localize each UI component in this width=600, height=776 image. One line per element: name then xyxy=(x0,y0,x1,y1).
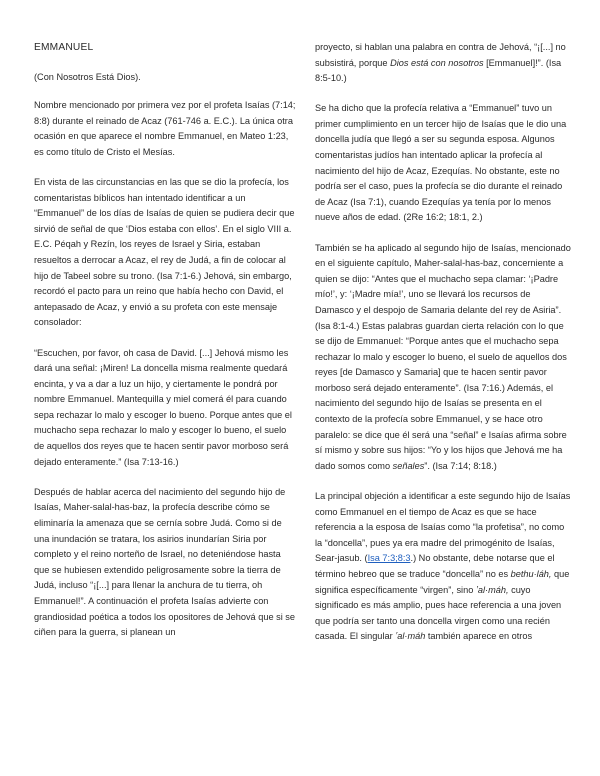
right-paragraph-2: Se ha dicho que la profecía relativa a “Emmanuel” tuvo un primer cumplimiento en un tercer hijo de Isaías que le dio una doncella judía que llegó a ser su segunda esposa. Algunos comentaristas judíos han intentado aplicar la profecía al nacimiento del hijo de Acaz, Ezequías. No obstante, este no podría ser el caso, pues la profecía se dio durante el reinado de Acaz (Isa 7:1), cuando Ezequías ya tenía por lo menos nueve años de edad. (2Re 16:2; 18:1, 2.) xyxy=(315,103,567,223)
right-paragraph-1: proyecto, si hablan una palabra en contra de Jehová, “¡[...] no subsistirá, porque Dios está con nosotros [Emmanuel]!”. (Isa 8:5-10.) xyxy=(315,42,566,84)
left-paragraph-1: Nombre mencionado por primera vez por el profeta Isaías (7:14; 8:8) durante el reinado de Acaz (761-746 a. E.C.). La única otra ocasión en que aparece el nombre Emmanuel, en Mateo 1:23, es como título de Cristo el Mesías. xyxy=(34,100,296,157)
left-column xyxy=(34,40,296,655)
right-paragraph-3: También se ha aplicado al segundo hijo de Isaías, mencionado en el siguiente capítulo, Maher-salal-has-baz, concerniente a quien se dijo: “Antes que el muchacho sepa clamar: ‘¡Padre mío!’, y: ‘¡Madre mía!’, uno se llevará los recursos de Damasco y el despojo de Samaria delante del rey de Asiria”. (Isa 8:1-4.) Estas palabras guardan cierta relación con lo que se dijo de Emmanuel: “Porque antes que el muchacho sepa rechazar lo malo y escoger lo bueno, el suelo de aquellos dos reyes [de Damasco y Samaria] que te hacen sentir pavor morboso será dejado enteramente”. (Isa 7:16.) Además, el nacimiento del segundo hijo de Isaías se presenta en el contexto de la profecía sobre Emmanuel, y se hace otro paralelo: se dice que él será una “señal” e Isaías afirma sobre sí mismo y sobre sus hijos: “Yo y los hijos que Jehová me ha dado somos como señales”. (Isa 7:14; 8:18.) xyxy=(315,242,571,471)
scripture-reference-link[interactable]: Isa 7:3;8:3 xyxy=(367,553,411,564)
right-paragraph-4: La principal objeción a identificar a este segundo hijo de Isaías como Emmanuel en el tiempo de Acaz es que se hace referencia a la esposa de Isaías como “la profetisa”, no como la “doncella”, pues ya era madre del primogénito de Isaías, Sear-jasub. (Isa 7:3;8:3.) No obstante, debe notarse que el término hebreo que se traduce “doncella” no es bethu·láh, que significa específicamente “virgen”, sino ʽal·máh, cuyo significado es más amplio, pues hace referencia a una joven que podría ser tanto una doncella virgen como una recién casada. El singular ʽal·máh también aparece en otros xyxy=(315,490,571,642)
right-column xyxy=(315,40,571,659)
left-paragraph-4: Después de hablar acerca del nacimiento del segundo hijo de Isaías, Maher-salal-has-baz, la profecía describe cómo se eliminaría la amenaza que se cernía sobre Judá. Como si de una inundación se tratara, los asirios inundarían Siria por completo y el reino norteño de Israel, no deteniéndose hasta que se hubiesen extendido peligrosamente sobre la tierra de Judá, incluso “¡[...] para llenar la anchura de tu tierra, oh Emmanuel!”. A continuación el profeta Isaías advierte con grandiosidad poética a todos los opositores de Jehová que si se ciñen para la guerra, si planean un xyxy=(34,486,295,638)
left-paragraph-3: “Escuchen, por favor, oh casa de David. [...] Jehová mismo les dará una señal: ¡Miren! La doncella misma realmente quedará encinta, y va a dar a luz un hijo, y ciertamente le pondrá por nombre Emmanuel. Mantequilla y miel comerá él para cuando sepa rechazar lo malo y escoger lo bueno. Porque antes que el muchacho sepa rechazar lo malo y escoger lo bueno, el suelo de aquellos dos reyes que te hacen sentir pavor morboso será dejado enteramente.” (Isa 7:13-16.) xyxy=(34,347,292,467)
left-paragraph-2: En vista de las circunstancias en las que se dio la profecía, los comentaristas bíblicos han intentado identificar a un “Emmanuel” de los días de Isaías de quien se pudiera decir que sirvió de señal de que ‘Dios estaba con ellos’. En el siglo VIII a. E.C. Péqah y Rezín, los reyes de Israel y Siria, estaban resueltos a derrocar a Acaz, el rey de Judá, a fin de colocar al hijo de Tabeel sobre su trono. (Isa 7:1-6.) Jehová, sin embargo, recordó el pacto para un reino que había hecho con David, el antepasado de Acaz, y envió a su profeta con este mensaje consolador: xyxy=(34,177,295,328)
article-subtitle: (Con Nosotros Está Dios). xyxy=(34,71,141,82)
article-title: EMMANUEL xyxy=(34,42,94,53)
